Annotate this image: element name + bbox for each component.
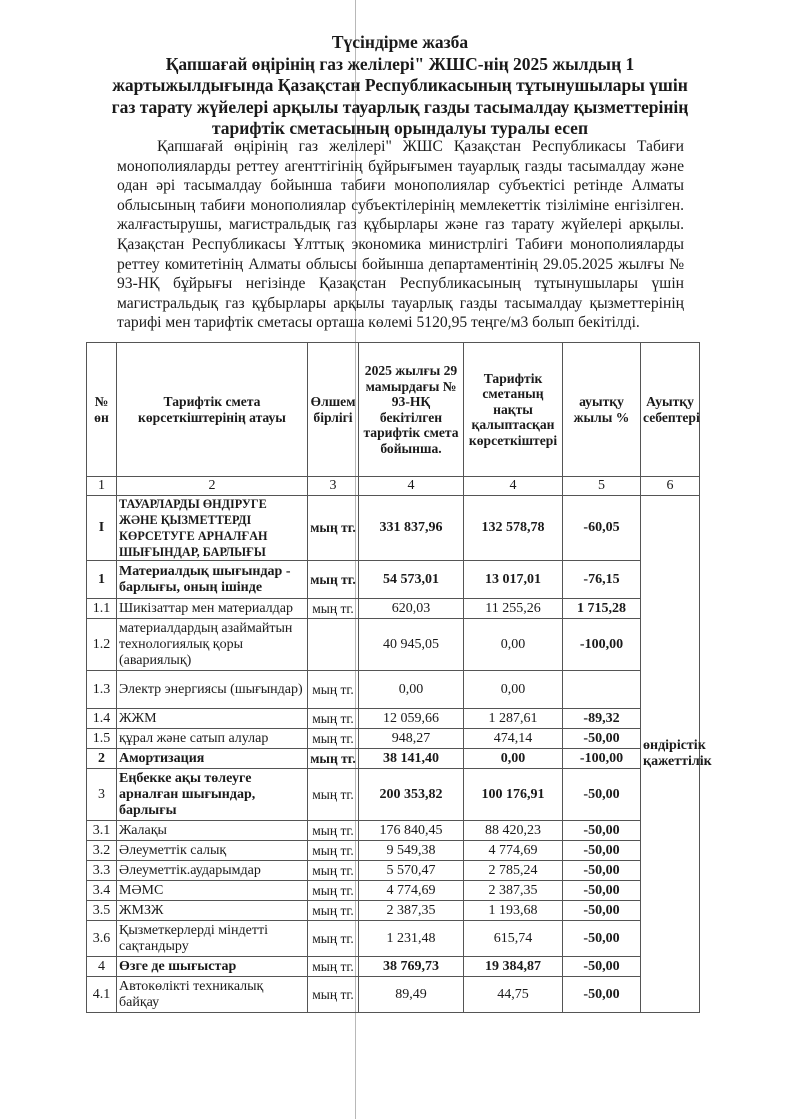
row-approved-value: 54 573,01 [359,561,464,599]
row-approved-value: 89,49 [359,977,464,1013]
row-deviation-percent: -50,00 [563,901,641,921]
row-actual-value: 474,14 [464,729,563,749]
row-name: құрал және сатып алулар [117,729,308,749]
row-actual-value: 0,00 [464,749,563,769]
deviation-reason: өндірістік қажеттілік [641,496,700,1013]
table-row [87,881,700,901]
row-deviation-percent: 1 715,28 [563,599,641,619]
row-name: ТАУАРЛАРДЫ ӨНДІРУГЕ ЖӘНЕ ҚЫЗМЕТТЕРДІ КӨРСЕТУГЕ АРНАЛҒАН ШЫҒЫНДАР, БАРЛЫҒЫ [117,496,308,561]
row-deviation-percent: -50,00 [563,881,641,901]
row-deviation-percent: -50,00 [563,977,641,1013]
row-number: 1 [87,561,117,599]
row-unit: мың тг. [308,599,359,619]
row-unit [308,619,359,671]
row-number: 3.2 [87,841,117,861]
row-number: I [87,496,117,561]
row-number: 1.5 [87,729,117,749]
index-cell: 5 [563,477,641,496]
header-num: № өн [87,343,117,477]
row-approved-value: 1 231,48 [359,921,464,957]
row-name: Автокөлікті техникалық байқау [117,977,308,1013]
row-name: Қызметкерлерді міндетті сақтандыру [117,921,308,957]
row-name: МӘМС [117,881,308,901]
row-deviation-percent: -100,00 [563,619,641,671]
row-deviation-percent: -50,00 [563,957,641,977]
tariff-estimate-table [86,342,712,1013]
row-approved-value: 38 141,40 [359,749,464,769]
row-approved-value: 620,03 [359,599,464,619]
row-number: 1.2 [87,619,117,671]
row-number: 3 [87,769,117,821]
row-name: Амортизация [117,749,308,769]
row-number: 3.6 [87,921,117,957]
intro-section [117,137,684,333]
row-approved-value: 40 945,05 [359,619,464,671]
column-index-row [87,477,700,496]
row-number: 3.4 [87,881,117,901]
table-row [87,599,700,619]
row-actual-value: 19 384,87 [464,957,563,977]
row-unit: мың тг. [308,901,359,921]
row-unit: мың тг. [308,861,359,881]
row-approved-value: 4 774,69 [359,881,464,901]
row-deviation-percent [563,671,641,709]
table-row [87,749,700,769]
row-unit: мың тг. [308,881,359,901]
row-number: 4.1 [87,977,117,1013]
row-number: 3.3 [87,861,117,881]
row-unit: мың тг. [308,821,359,841]
row-name: Еңбекке ақы төлеуге арналған шығындар, барлығы [117,769,308,821]
header-name: Тарифтік смета көрсеткіштерінің атауы [117,343,308,477]
row-number: 2 [87,749,117,769]
row-unit: мың тг. [308,921,359,957]
row-name: Жалақы [117,821,308,841]
row-approved-value: 331 837,96 [359,496,464,561]
table-row [87,901,700,921]
table-row [87,729,700,749]
index-cell: 4 [464,477,563,496]
table-row [87,769,700,821]
table-row [87,671,700,709]
row-deviation-percent: -50,00 [563,729,641,749]
row-actual-value: 2 785,24 [464,861,563,881]
row-number: 1.3 [87,671,117,709]
header-deviation: ауытқу жылы % [563,343,641,477]
title-line: Қапшағай өңірінің газ желілері" ЖШС-нің 2025 жылдың 1 [165,53,635,74]
row-deviation-percent: -89,32 [563,709,641,729]
table-row [87,619,700,671]
row-deviation-percent: -100,00 [563,749,641,769]
table-row [87,861,700,881]
row-deviation-percent: -60,05 [563,496,641,561]
row-number: 3.5 [87,901,117,921]
row-deviation-percent: -50,00 [563,921,641,957]
row-name: Өзге де шығыстар [117,957,308,977]
row-approved-value: 0,00 [359,671,464,709]
row-approved-value: 5 570,47 [359,861,464,881]
table-row [87,841,700,861]
row-unit: мың тг. [308,496,359,561]
table-row [87,709,700,729]
index-cell: 2 [117,477,308,496]
row-actual-value: 100 176,91 [464,769,563,821]
index-cell: 4 [359,477,464,496]
row-name: материалдардың азаймайтын технологиялық қоры (авариялық) [117,619,308,671]
row-number: 4 [87,957,117,977]
title-line: Түсіндірме жазба [331,32,469,52]
row-unit: мың тг. [308,977,359,1013]
table-row [87,561,700,599]
row-approved-value: 948,27 [359,729,464,749]
table-row [87,957,700,977]
row-actual-value: 1 287,61 [464,709,563,729]
document-title [100,32,700,140]
row-name: Әлеуметтік салық [117,841,308,861]
row-actual-value: 0,00 [464,619,563,671]
table-row [87,977,700,1013]
row-deviation-percent: -50,00 [563,769,641,821]
index-cell: 1 [87,477,117,496]
row-unit: мың тг. [308,729,359,749]
row-unit: мың тг. [308,841,359,861]
row-actual-value: 44,75 [464,977,563,1013]
header-approved: 2025 жылғы 29 мамырдағы № 93-НҚ бекітілген тарифтік смета бойынша. [359,343,464,477]
row-actual-value: 13 017,01 [464,561,563,599]
header-actual: Тарифтік сметаның нақты қалыптасқан көрсеткіштері [464,343,563,477]
row-actual-value: 0,00 [464,671,563,709]
title-line: жартыжылдығында Қазақстан Республикасының тұтынушылары үшін [112,75,688,95]
row-number: 1.4 [87,709,117,729]
row-actual-value: 4 774,69 [464,841,563,861]
row-name: Шикізаттар мен материалдар [117,599,308,619]
row-deviation-percent: -50,00 [563,841,641,861]
row-approved-value: 2 387,35 [359,901,464,921]
row-approved-value: 176 840,45 [359,821,464,841]
header-row [87,343,700,477]
table-row [87,496,700,561]
row-name: Электр энергиясы (шығындар) [117,671,308,709]
row-name: ЖЖМ [117,709,308,729]
row-actual-value: 2 387,35 [464,881,563,901]
row-deviation-percent: -50,00 [563,821,641,841]
row-actual-value: 88 420,23 [464,821,563,841]
index-cell: 3 [308,477,359,496]
table-row [87,821,700,841]
row-number: 1.1 [87,599,117,619]
row-actual-value: 132 578,78 [464,496,563,561]
row-unit: мың тг. [308,671,359,709]
title-line: газ тарату жүйелері арқылы тауарлық газды тасымалдау қызметтерінің [111,96,689,117]
row-deviation-percent: -76,15 [563,561,641,599]
table-row [87,921,700,957]
row-name: ЖМЗЖ [117,901,308,921]
row-approved-value: 9 549,38 [359,841,464,861]
row-approved-value: 12 059,66 [359,709,464,729]
row-number: 3.1 [87,821,117,841]
row-approved-value: 38 769,73 [359,957,464,977]
row-actual-value: 1 193,68 [464,901,563,921]
row-approved-value: 200 353,82 [359,769,464,821]
index-cell: 6 [641,477,700,496]
row-actual-value: 615,74 [464,921,563,957]
row-unit: мың тг. [308,749,359,769]
header-reason: Ауытқу себептері [641,343,700,477]
title-line: тарифтік сметасының орындалуы туралы есеп [211,118,589,138]
row-unit: мың тг. [308,561,359,599]
row-unit: мың тг. [308,957,359,977]
intro-paragraph: Қапшағай өңірінің газ желілері" ЖШС Қазақстан Республикасы Табиғи монополияларды реттеу агенттігінің бұйрығымен тауарлық газды тасымалдау және одан әрі тасымалдау бойынша табиғи монополиялар субъектісі ретінде Алматы облысының табиғи монополиялар субъектілерінің мемлекеттік тізіліміне енгізілген. жалғастырушы, магистральдық газ құбырлары және газ тарату жүйелері арқылы. Қазақстан Республикасы Ұлттық экономика министрлігі Табиғи монополияларды реттеу комитетінің Алматы облысы бойынша департаментінің 29.05.2025 жылғы № 93-НҚ бұйрығы негізінде Қазақстан Республикасының тұтынушылары үшін магистральдық газ құбырлары арқылы тауарлық газды тасымалдау қызметтерінің тарифі мен тарифтік сметасы орташа көлемі 5120,95 теңге/м3 болып бекітілді. [117,138,684,332]
row-unit: мың тг. [308,769,359,821]
row-actual-value: 11 255,26 [464,599,563,619]
header-unit: Өлшем бірлігі [308,343,359,477]
row-deviation-percent: -50,00 [563,861,641,881]
row-name: Әлеуметтік.аударымдар [117,861,308,881]
row-name: Материалдық шығындар - барлығы, оның ішінде [117,561,308,599]
row-unit: мың тг. [308,709,359,729]
